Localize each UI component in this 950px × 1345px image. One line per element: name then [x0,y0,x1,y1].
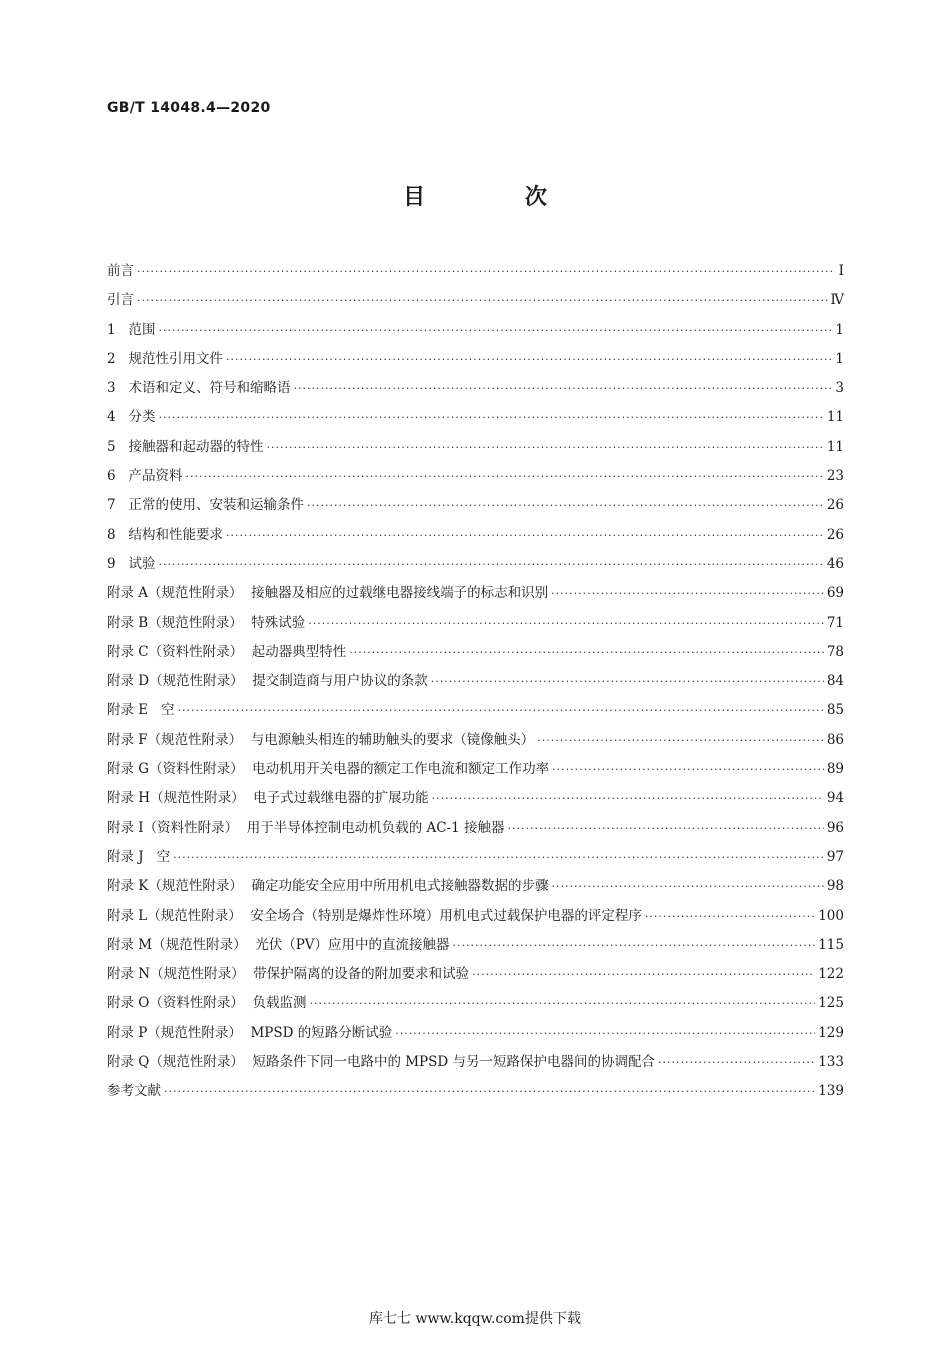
toc-entry[interactable] [107,962,844,991]
dot-leader [508,822,824,835]
toc-entry-label: 5 接触器和起动器的特性 [107,438,264,455]
dot-leader [173,851,824,864]
toc-entry-page-number: 1 [835,321,844,338]
toc-entry-page-number: 11 [826,409,844,426]
toc-entry-page-number: 71 [826,614,844,631]
dot-leader [226,353,832,366]
toc-entry-label: 附录 I（资料性附录） 用于半导体控制电动机负载的 AC-1 接触器 [107,819,505,836]
toc-entry[interactable] [107,318,844,347]
dot-leader [431,675,824,688]
toc-entry-label: 4 分类 [107,409,156,426]
dot-leader [552,763,824,776]
toc-entry[interactable] [107,581,844,610]
dot-leader [158,558,823,571]
toc-entry-label: 6 产品资料 [107,468,183,485]
toc-entry[interactable] [107,1079,844,1108]
toc-entry[interactable] [107,933,844,962]
toc-entry-page-number: 1 [835,350,844,367]
dot-leader [185,470,823,483]
toc-entry-label: 附录 N（规范性附录） 带保护隔离的设备的附加要求和试验 [107,966,470,983]
page-title: 目 次 [403,185,593,210]
toc-entry-label: 3 术语和定义、符号和缩略语 [107,380,291,397]
dot-leader [158,324,832,337]
toc-entry-label: 附录 K（规范性附录） 确定功能安全应用中所用机电式接触器数据的步骤 [107,878,549,895]
toc-entry[interactable] [107,405,844,434]
toc-entry[interactable] [107,669,844,698]
toc-entry[interactable] [107,991,844,1020]
toc-entry[interactable] [107,611,844,640]
toc-entry-page-number: 46 [826,555,844,572]
dot-leader [395,1027,815,1040]
dot-leader [178,704,824,717]
toc-entry-page-number: 84 [826,673,844,690]
toc-entry-label: 附录 O（资料性附录） 负载监测 [107,995,307,1012]
toc-entry-label: 附录 A（规范性附录） 接触器及相应的过载继电器接线端子的标志和识别 [107,585,549,602]
toc-entry-page-number: 3 [835,380,844,397]
toc-entry-label: 前言 [107,263,134,279]
dot-leader [164,1085,815,1098]
toc-entry[interactable] [107,904,844,933]
toc-entry-label: 附录 B（规范性附录） 特殊试验 [107,614,306,631]
toc-entry[interactable] [107,347,844,376]
toc-entry-page-number: 26 [826,526,844,543]
dot-leader [537,734,824,747]
toc-entry-label: 附录 E 空 [107,702,175,719]
toc-entry-label: 8 结构和性能要求 [107,526,223,543]
dot-leader [137,294,828,307]
dot-leader [309,997,815,1010]
toc-entry-label: 附录 P（规范性附录） MPSD 的短路分断试验 [107,1024,393,1041]
toc-entry-page-number: 86 [826,731,844,748]
dot-leader [551,880,823,893]
dot-leader [551,587,824,600]
toc-entry-label: 1 范围 [107,321,156,338]
toc-entry-label: 参考文献 [107,1083,161,1100]
dot-leader [658,1056,815,1069]
toc-entry-page-number: 133 [818,1054,844,1071]
dot-leader [266,441,823,454]
download-footer: 库七七 www.kqqw.com提供下载 [369,1311,581,1327]
toc-entry-label: 附录 F（规范性附录） 与电源触头相连的辅助触头的要求（镜像触头） [107,731,535,748]
toc-entry[interactable] [107,464,844,493]
dot-leader [472,968,815,981]
toc-entry-label: 附录 M（规范性附录） 光伏（PV）应用中的直流接触器 [107,936,450,953]
toc-entry-page-number: 97 [826,848,844,865]
toc-entry[interactable] [107,874,844,903]
toc-entry-page-number: 85 [826,702,844,719]
toc-entry[interactable] [107,845,844,874]
dot-leader [645,910,815,923]
toc-entry[interactable] [107,816,844,845]
toc-entry-page-number: 69 [826,585,844,602]
dot-leader [453,939,816,952]
toc-entry[interactable] [107,786,844,815]
toc-entry[interactable] [107,728,844,757]
toc-entry-page-number: Ⅰ [838,263,844,279]
toc-entry-page-number: 139 [818,1083,844,1100]
toc-entry-page-number: 96 [826,819,844,836]
toc-entry-page-number: 26 [826,497,844,514]
toc-entry-label: 附录 H（规范性附录） 电子式过载继电器的扩展功能 [107,790,429,807]
toc-entry[interactable] [107,435,844,464]
toc-entry[interactable] [107,259,844,288]
toc-entry-page-number: 122 [818,966,844,983]
toc-entry-page-number: 89 [826,761,844,778]
toc-entry-label: 附录 L（规范性附录） 安全场合（特别是爆炸性环境）用机电式过载保护电器的评定程序 [107,907,642,924]
toc-entry-page-number: 94 [826,790,844,807]
standard-number: GB/T 14048.4—2020 [107,100,271,116]
toc-entry-label: 附录 J 空 [107,848,171,865]
toc-entry-page-number: 100 [818,907,844,924]
toc-entry-page-number: 98 [826,878,844,895]
toc-entry-page-number: 125 [818,995,844,1012]
dot-leader [308,617,824,630]
dot-leader [293,382,832,395]
dot-leader [137,265,833,278]
dot-leader [158,411,823,424]
toc-entry-label: 附录 G（资料性附录） 电动机用开关电器的额定工作电流和额定工作功率 [107,761,550,778]
toc-entry-label: 引言 [107,292,134,309]
toc-entry-label: 附录 Q（规范性附录） 短路条件下同一电路中的 MPSD 与另一短路保护电器间的协调配合 [107,1054,656,1071]
dot-leader [349,646,824,659]
dot-leader [307,499,824,512]
toc-entry[interactable] [107,698,844,727]
toc-entry-label: 附录 C（资料性附录） 起动器典型特性 [107,643,347,660]
toc-entry[interactable] [107,1050,844,1079]
toc-entry-label: 7 正常的使用、安装和运输条件 [107,497,304,514]
dot-leader [226,529,824,542]
toc-entry[interactable] [107,757,844,786]
toc-entry[interactable] [107,288,844,317]
dot-leader [432,792,824,805]
toc-entry[interactable] [107,493,844,522]
toc-entry-label: 附录 D（规范性附录） 提交制造商与用户协议的条款 [107,673,428,690]
toc-entry[interactable] [107,523,844,552]
toc-entry-page-number: 115 [818,936,844,953]
toc-entry[interactable] [107,552,844,581]
toc-entry[interactable] [107,1021,844,1050]
table-of-contents [107,259,844,1109]
toc-entry-page-number: Ⅳ [830,292,844,309]
toc-entry-page-number: 11 [826,438,844,455]
toc-entry[interactable] [107,376,844,405]
toc-entry-label: 2 规范性引用文件 [107,350,223,367]
toc-entry[interactable] [107,640,844,669]
toc-entry-label: 9 试验 [107,555,156,572]
toc-entry-page-number: 129 [818,1024,844,1041]
toc-entry-page-number: 23 [826,468,844,485]
toc-entry-page-number: 78 [826,643,844,660]
